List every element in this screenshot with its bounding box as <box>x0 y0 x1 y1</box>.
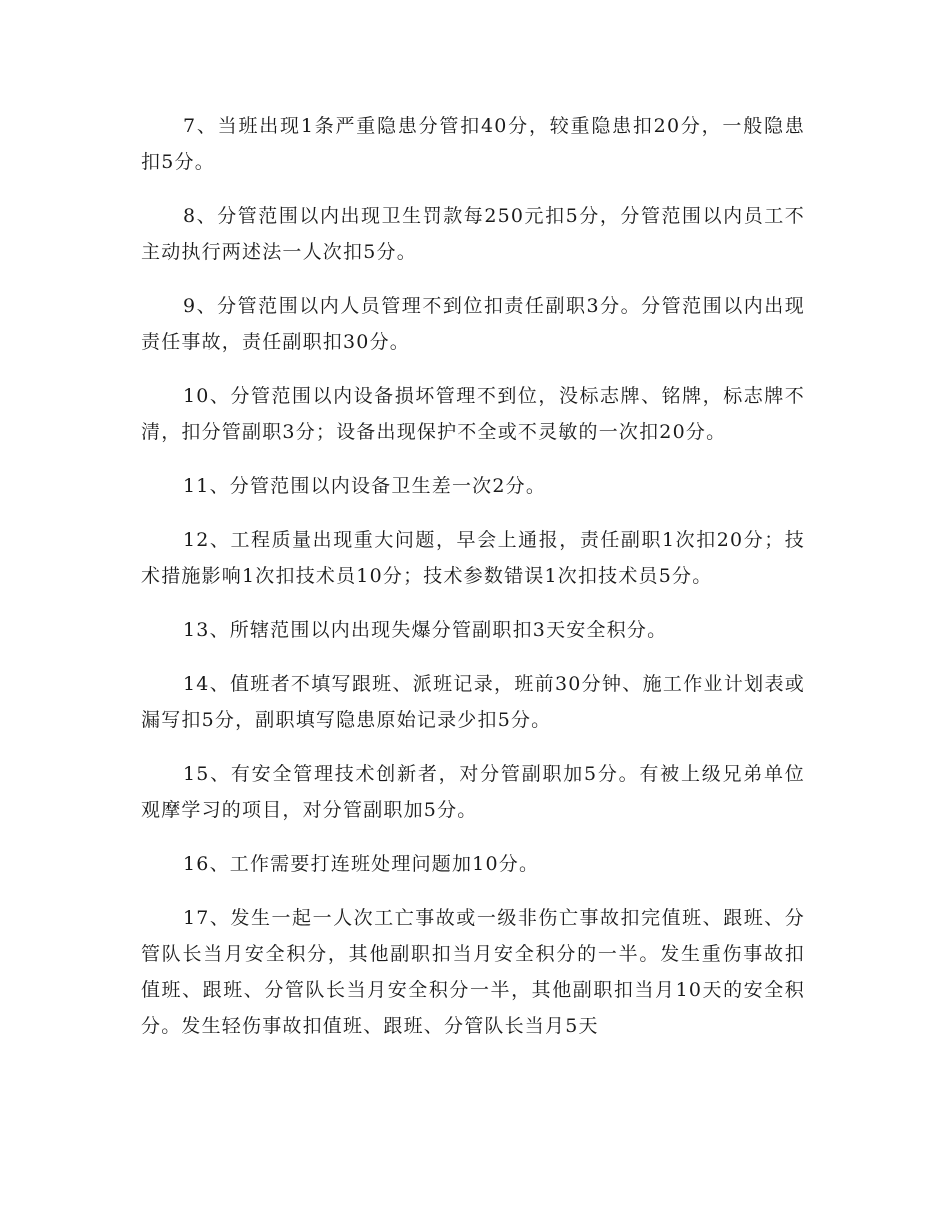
paragraph-item-9: 9、分管范围以内人员管理不到位扣责任副职3分。分管范围以内出现责任事故，责任副职扣30分。 <box>141 295 805 353</box>
paragraph-item-7: 7、当班出现1条严重隐患分管扣40分，较重隐患扣20分，一般隐患扣5分。 <box>141 115 805 173</box>
paragraph-item-8: 8、分管范围以内出现卫生罚款每250元扣5分，分管范围以内员工不主动执行两述法一人次扣5分。 <box>141 205 805 263</box>
paragraph-item-16: 16、工作需要打连班处理问题加10分。 <box>183 853 540 875</box>
document-page <box>141 108 805 1062</box>
paragraph-item-12: 12、工程质量出现重大问题，早会上通报，责任副职1次扣20分；技术措施影响1次扣技术员10分；技术参数错误1次扣技术员5分。 <box>141 529 805 587</box>
paragraph-item-14: 14、值班者不填写跟班、派班记录，班前30分钟、施工作业计划表或漏写扣5分，副职填写隐患原始记录少扣5分。 <box>141 673 805 731</box>
paragraph-item-17: 17、发生一起一人次工亡事故或一级非伤亡事故扣完值班、跟班、分管队长当月安全积分，其他副职扣当月安全积分的一半。发生重伤事故扣值班、跟班、分管队长当月安全积分一半，其他副职扣当月10天的安全积分。发生轻伤事故扣值班、跟班、分管队长当月5天 <box>141 907 805 1037</box>
paragraph-item-10: 10、分管范围以内设备损坏管理不到位，没标志牌、铭牌，标志牌不清，扣分管副职3分；设备出现保护不全或不灵敏的一次扣20分。 <box>141 385 805 443</box>
paragraph-item-13: 13、所辖范围以内出现失爆分管副职扣3天安全积分。 <box>183 619 668 641</box>
paragraph-item-11: 11、分管范围以内设备卫生差一次2分。 <box>183 475 547 497</box>
paragraph-item-15: 15、有安全管理技术创新者，对分管副职加5分。有被上级兄弟单位观摩学习的项目，对分管副职加5分。 <box>141 763 805 821</box>
